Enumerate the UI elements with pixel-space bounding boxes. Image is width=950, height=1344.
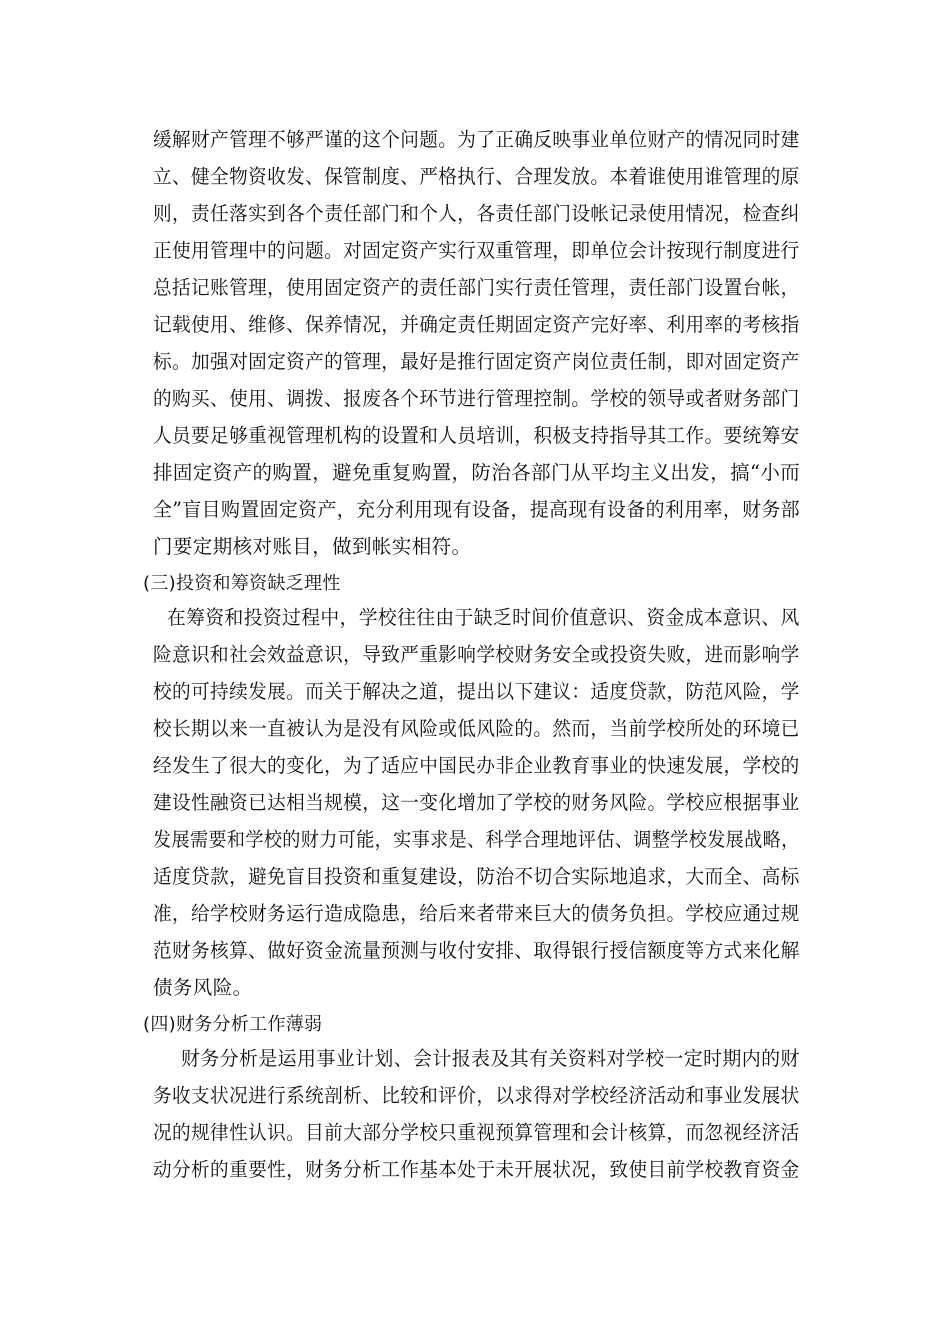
text-line: 准，给学校财务运行造成隐患，给后来者带来巨大的债务负担。学校应通过规 [153,902,800,925]
text-line: 在筹资和投资过程中，学校往往由于缺乏时间价值意识、资金成本意识、风 [167,606,800,629]
text-line: 动分析的重要性，财务分析工作基本处于未开展状况，致使目前学校教育资金 [153,1158,800,1181]
text-line: 总括记账管理，使用固定资产的责任部门实行责任管理，责任部门设置台帐， [153,276,800,299]
text-line: 的购买、使用、调拨、报废各个环节进行管理控制。学校的领导或者财务部门 [153,387,800,410]
section-heading-3: (三)投资和筹资缺乏理性 [143,573,341,594]
text-line: 排固定资产的购置，避免重复购置，防治各部门从平均主义出发，搞“小而 [153,461,801,484]
text-line: 正使用管理中的问题。对固定资产实行双重管理，即单位会计按现行制度进行 [153,239,800,262]
text-line: 人员要足够重视管理机构的设置和人员培训，积极支持指导其工作。要统筹安 [153,424,800,447]
text-line: 建设性融资已达相当规模，这一变化增加了学校的财务风险。学校应根据事业 [153,791,800,814]
section-heading-4: (四)财务分析工作薄弱 [143,1014,323,1035]
text-line: 立、健全物资收发、保管制度、严格执行、合理发放。本着谁使用谁管理的原 [153,165,800,188]
text-line: 发展需要和学校的财力可能，实事求是、科学合理地评估、调整学校发展战略， [153,828,800,851]
text-line: 校的可持续发展。而关于解决之道，提出以下建议：适度贷款，防范风险，学 [153,680,800,703]
text-line: 适度贷款，避免盲目投资和重复建设，防治不切合实际地追求，大而全、高标 [153,865,800,888]
text-line: 况的规律性认识。目前大部分学校只重视预算管理和会计核算，而忽视经济活 [153,1121,800,1144]
text-line: 记载使用、维修、保养情况，并确定责任期固定资产完好率、利用率的考核指 [153,313,800,336]
text-line: 门要定期核对账目，做到帐实相符。 [153,535,472,558]
text-line: 全”盲目购置固定资产，充分利用现有设备，提高现有设备的利用率，财务部 [153,498,801,521]
text-line: 险意识和社会效益意识，导致严重影响学校财务安全或投资失败，进而影响学 [153,643,800,666]
text-line: 校长期以来一直被认为是没有风险或低风险的。然而，当前学校所处的环境已 [153,717,800,740]
text-line: 务收支状况进行系统剖析、比较和评价，以求得对学校经济活动和事业发展状 [153,1084,800,1107]
text-line: 范财务核算、做好资金流量预测与收付安排、取得银行授信额度等方式来化解 [153,939,800,962]
text-line: 缓解财产管理不够严谨的这个问题。为了正确反映事业单位财产的情况同时建 [153,128,800,151]
text-line: 标。加强对固定资产的管理，最好是推行固定资产岗位责任制，即对固定资产 [153,350,800,373]
text-line: 则，责任落实到各个责任部门和个人，各责任部门设帐记录使用情况，检查纠 [153,202,800,225]
text-line: 债务风险。 [153,976,253,999]
text-line: 经发生了很大的变化，为了适应中国民办非企业教育事业的快速发展，学校的 [153,754,800,777]
text-line: 财务分析是运用事业计划、会计报表及其有关资料对学校一定时期内的财 [181,1047,800,1070]
